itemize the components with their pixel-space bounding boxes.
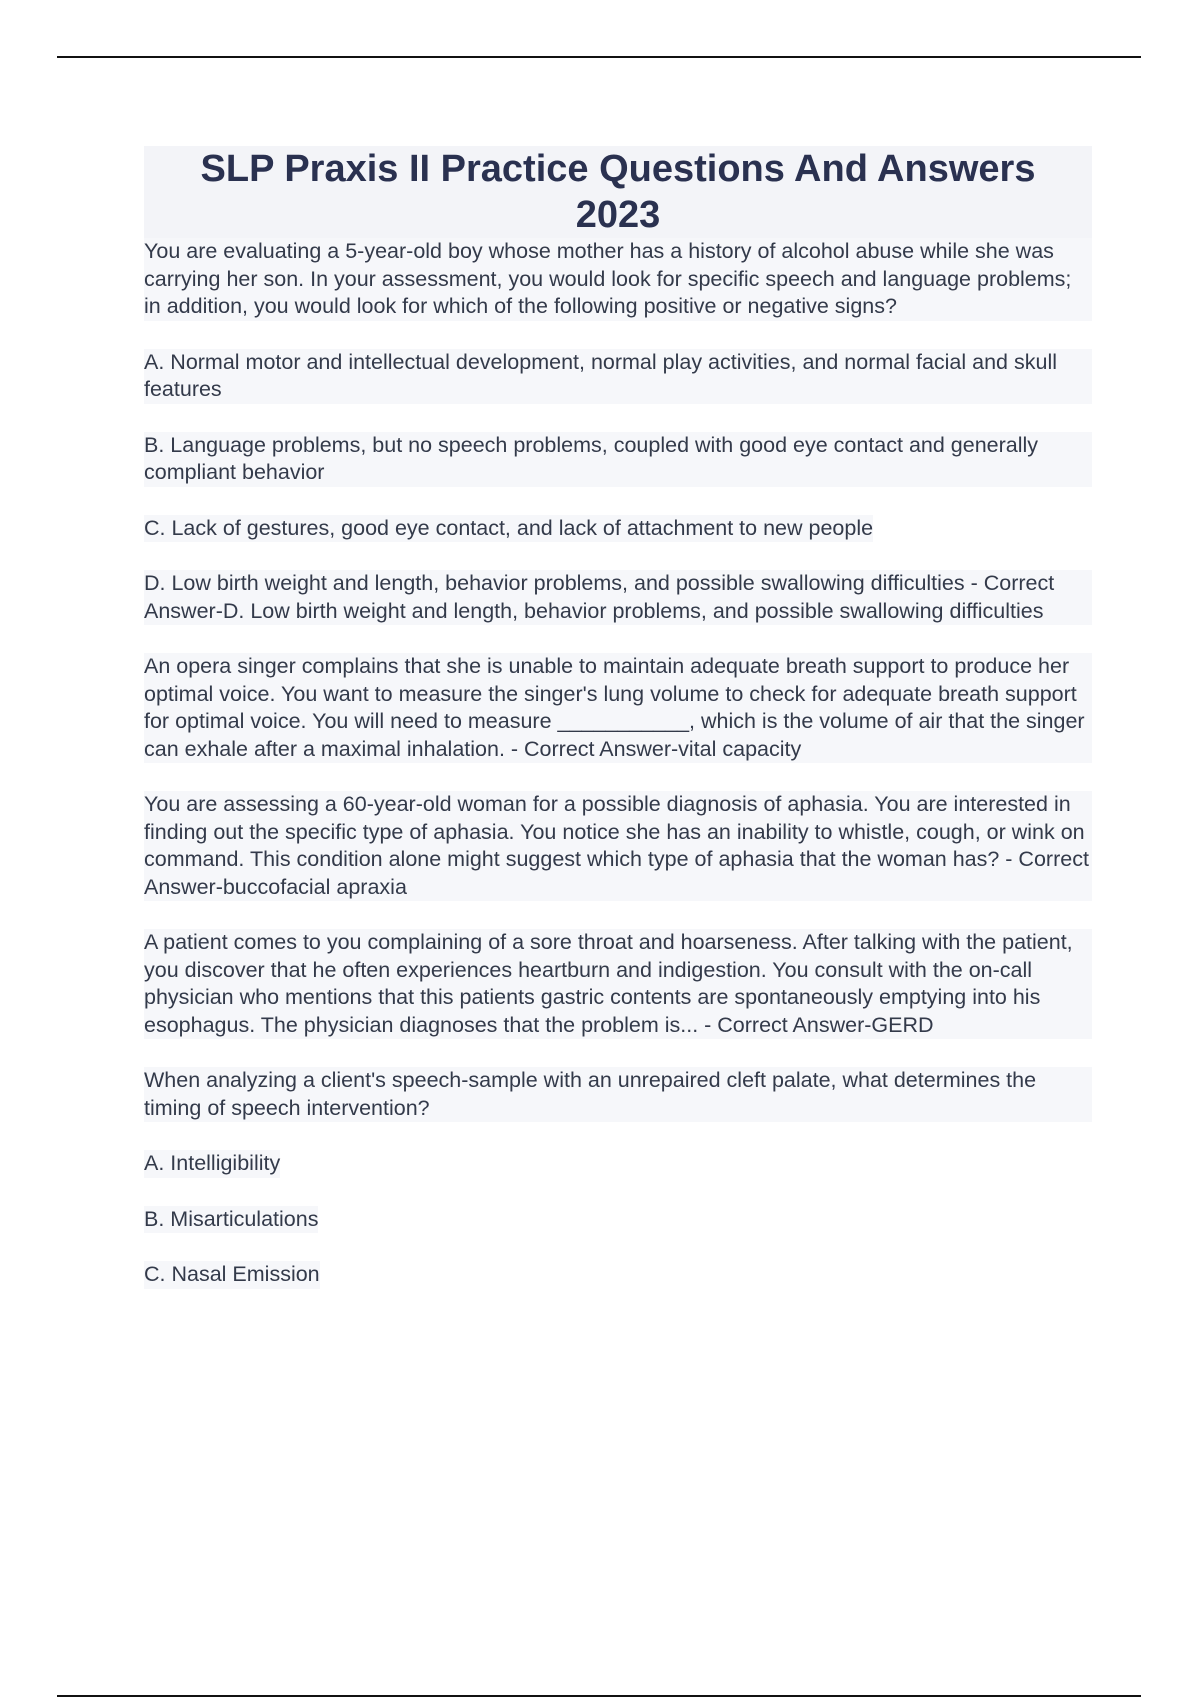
question-4-text: A patient comes to you complaining of a sore throat and hoarseness. After talking with the patient, you discover that he often experiences heartburn and indigestion. You consult with the on-call physician who mentions that this patients gastric contents are spontaneously emptying into his esophagus. The physician diagnoses that the problem is... - Correct Answer-GERD — [144, 929, 1092, 1039]
document-body — [144, 146, 1092, 1289]
question-1-option-a: A. Normal motor and intellectual development, normal play activities, and normal facial and skull features — [144, 349, 1092, 404]
question-5-option-a: A. Intelligibility — [144, 1150, 280, 1178]
title-box — [144, 146, 1092, 238]
question-1-option-c: C. Lack of gestures, good eye contact, and lack of attachment to new people — [144, 515, 873, 543]
top-divider — [57, 56, 1141, 58]
question-3-text: You are assessing a 60-year-old woman for a possible diagnosis of aphasia. You are interested in finding out the specific type of aphasia. You notice she has an inability to whistle, cough, or wink on command. This condition alone might suggest which type of aphasia that the woman has? - Correct Answer-buccofacial apraxia — [144, 791, 1092, 901]
page-title: SLP Praxis II Practice Questions And Answers 2023 — [200, 148, 1036, 236]
question-5-option-c: C. Nasal Emission — [144, 1261, 320, 1289]
question-2-text: An opera singer complains that she is unable to maintain adequate breath support to produce her optimal voice. You want to measure the singer's lung volume to check for adequate breath support for optimal voice. You will need to measure ___________, which is the volume of air that the singer can exhale after a maximal inhalation. - Correct Answer-vital capacity — [144, 653, 1092, 763]
question-1-option-d-answer: D. Low birth weight and length, behavior problems, and possible swallowing difficulties - Correct Answer-D. Low birth weight and length, behavior problems, and possible swallowing difficulties — [144, 570, 1092, 625]
question-5-option-b: B. Misarticulations — [144, 1206, 318, 1234]
bottom-divider — [57, 1695, 1141, 1697]
question-5-text: When analyzing a client's speech-sample with an unrepaired cleft palate, what determines the timing of speech intervention? — [144, 1067, 1092, 1122]
question-1-option-b: B. Language problems, but no speech problems, coupled with good eye contact and generally compliant behavior — [144, 432, 1092, 487]
question-1-text: You are evaluating a 5-year-old boy whose mother has a history of alcohol abuse while she was carrying her son. In your assessment, you would look for specific speech and language problems; in addition, you would look for which of the following positive or negative signs? — [144, 238, 1092, 321]
